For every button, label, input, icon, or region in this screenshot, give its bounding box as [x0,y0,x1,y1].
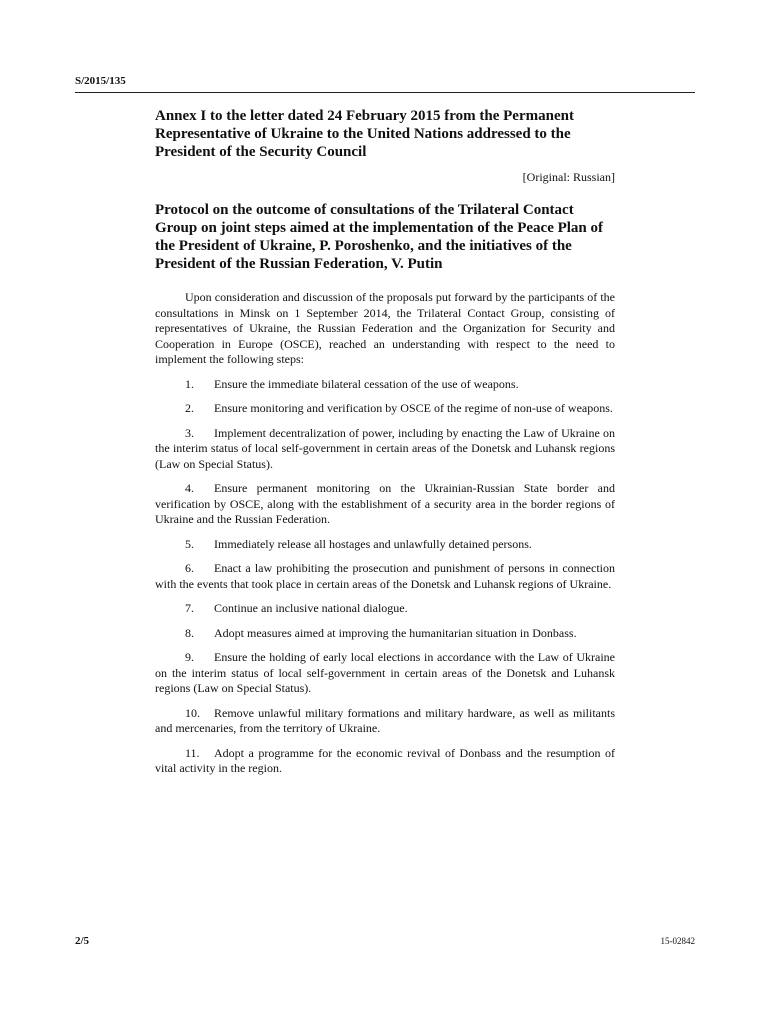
document-symbol: S/2015/135 [75,75,126,87]
step-number: 2. [185,401,194,415]
step-number: 8. [185,625,194,640]
original-language-note: [Original: Russian] [522,170,615,184]
step-number: 10. [185,705,200,720]
step-item [155,561,615,592]
page-number: 2/5 [75,935,90,947]
step-number: 11. [185,745,200,760]
step-item [155,626,615,642]
step-text: Ensure the holding of early local elections in accordance with the Law of Ukraine on the interim status of local self-government in certain areas of the Donetsk and Luhansk regions (Law on Special Status). [155,650,615,695]
step-number: 6. [185,561,194,575]
annex-title: Annex I to the letter dated 24 February 2015 from the Permanent Representative of Ukraine to the United Nations addressed to the President of the Security Council [155,108,574,160]
step-text: Ensure monitoring and verification by OSCE of the regime of non-use of weapons. [214,401,613,415]
step-text: Adopt measures aimed at improving the humanitarian situation in Donbass. [214,625,577,640]
step-number: 3. [185,425,194,440]
step-item [155,537,615,553]
step-item [155,706,615,737]
intro-paragraph: Upon consideration and discussion of the proposals put forward by the participants of the consultations in Minsk on 1 September 2014, the Trilateral Contact Group, consisting of representatives of Ukraine, the Russian Federation and the Organization for Security and Cooperation in Europe (OSCE), reached an understanding with respect to the need to implement the following steps: [155,290,615,366]
step-text: Ensure permanent monitoring on the Ukrainian-Russian State border and verification by OSCE, along with the establishment of a security area in the border regions of Ukraine and the Russian Federation. [155,481,615,526]
step-text: Immediately release all hostages and unlawfully detained persons. [214,536,532,551]
document-body [155,107,615,777]
step-text: Remove unlawful military formations and military hardware, as well as militants and mercenaries, from the territory of Ukraine. [155,705,615,735]
step-item [155,746,615,777]
step-item [155,426,615,473]
step-number: 7. [185,601,194,615]
step-item [155,650,615,697]
header-rule [75,92,695,93]
step-text: Ensure the immediate bilateral cessation of the use of weapons. [214,376,519,391]
step-item [155,601,615,617]
steps-list [155,377,615,777]
step-number: 4. [185,481,194,495]
step-number: 9. [185,650,194,664]
step-number: 1. [185,376,194,391]
step-text: Enact a law prohibiting the prosecution and punishment of persons in connection with the events that took place in certain areas of the Donetsk and Luhansk regions of Ukraine. [155,561,615,591]
step-item [155,401,615,417]
step-text: Adopt a programme for the economic revival of Donbass and the resumption of vital activity in the region. [155,745,615,775]
step-text: Implement decentralization of power, including by enacting the Law of Ukraine on the interim status of local self-government in certain areas of the Donetsk and Luhansk regions (Law on Special Status). [155,425,615,471]
protocol-title: Protocol on the outcome of consultations of the Trilateral Contact Group on joint steps aimed at the implementation of the Peace Plan of the President of Ukraine, P. Poroshenko, and the initiatives of the President of the Russian Federation, V. Putin [155,202,604,272]
document-number: 15-02842 [660,936,695,946]
step-number: 5. [185,536,194,551]
step-text: Continue an inclusive national dialogue. [214,601,408,615]
step-item [155,481,615,528]
step-item [155,377,615,393]
